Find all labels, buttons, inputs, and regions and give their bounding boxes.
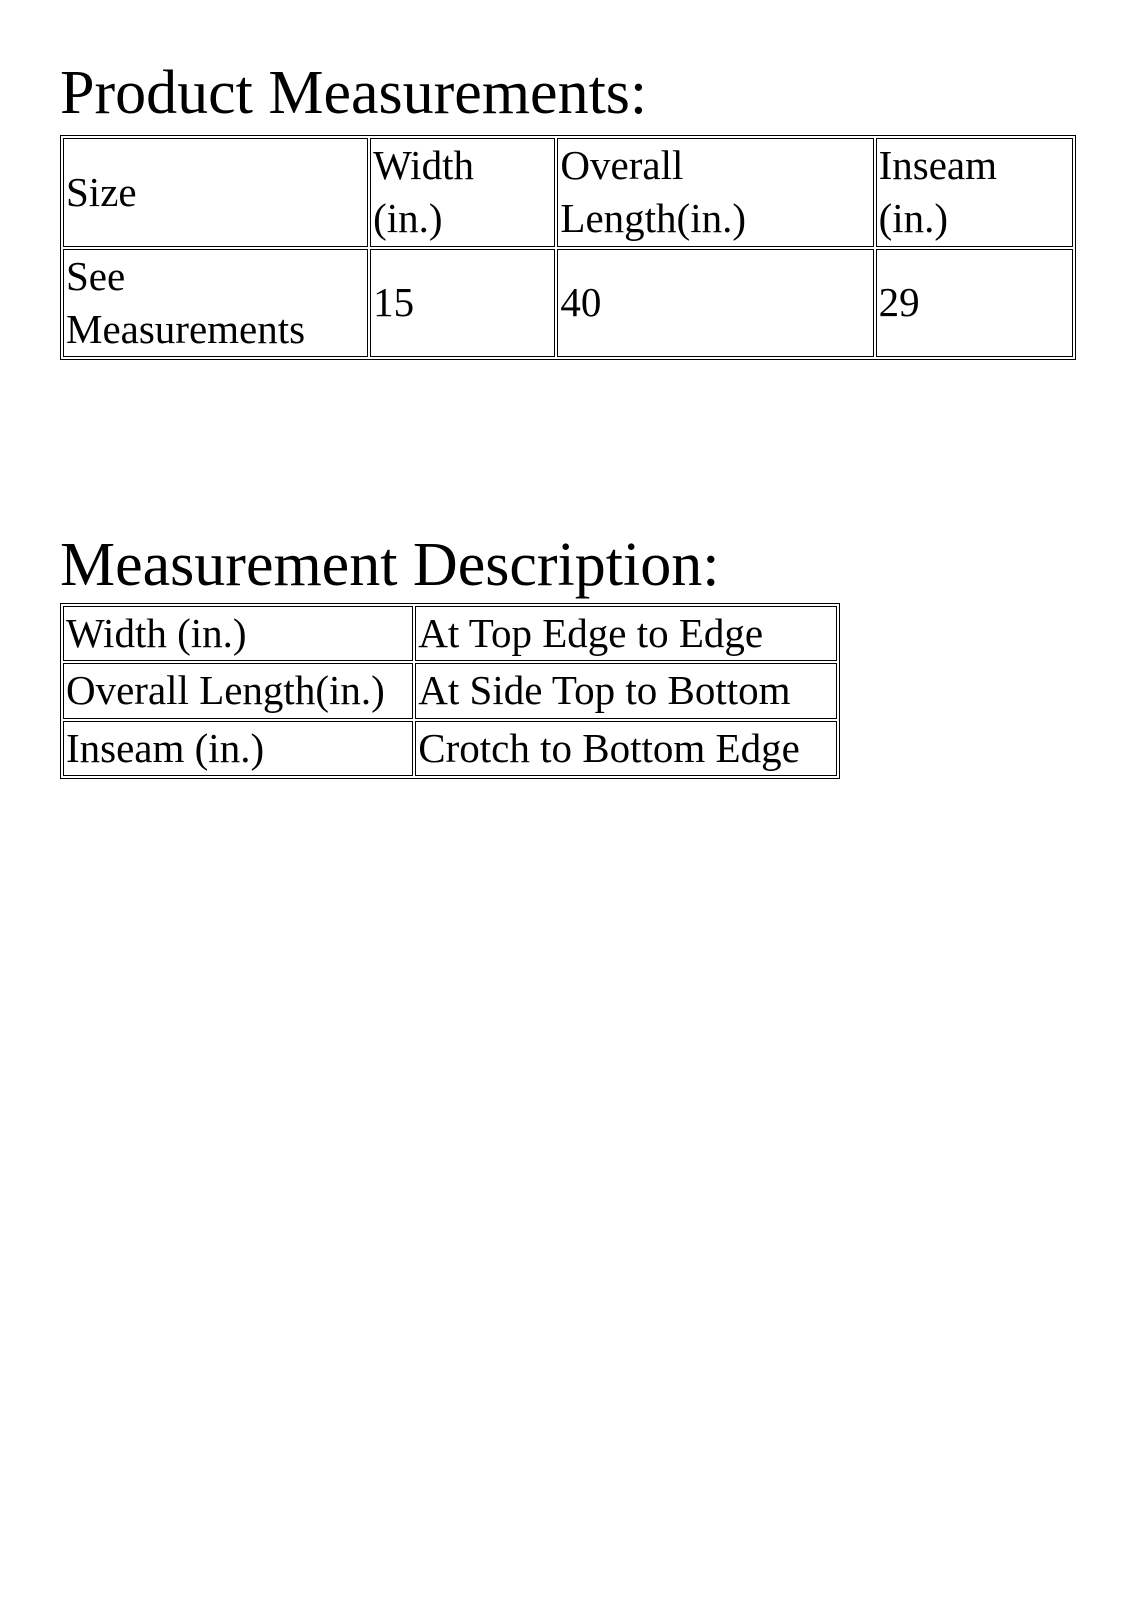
description-text: At Side Top to Bottom [415,663,837,718]
description-label: Inseam (in.) [63,721,413,776]
header-inseam: Inseam (in.) [876,138,1073,247]
table-header-row [63,138,1073,247]
cell-width: 15 [370,249,555,358]
description-label: Overall Length(in.) [63,663,413,718]
description-text: Crotch to Bottom Edge [415,721,837,776]
header-width: Width (in.) [370,138,555,247]
description-text: At Top Edge to Edge [415,606,837,661]
header-overall-length: Overall Length(in.) [557,138,873,247]
cell-inseam: 29 [876,249,1073,358]
cell-size: See Measurements [63,249,368,358]
product-measurements-table [60,135,1076,360]
table-row [63,249,1073,358]
table-row [63,663,837,718]
description-label: Width (in.) [63,606,413,661]
product-measurements-title: Product Measurements: [60,59,648,127]
cell-overall-length: 40 [557,249,873,358]
header-size: Size [63,138,368,247]
table-row [63,721,837,776]
measurement-description-table [60,603,840,779]
table-row [63,606,837,661]
measurement-description-title: Measurement Description: [60,531,720,599]
